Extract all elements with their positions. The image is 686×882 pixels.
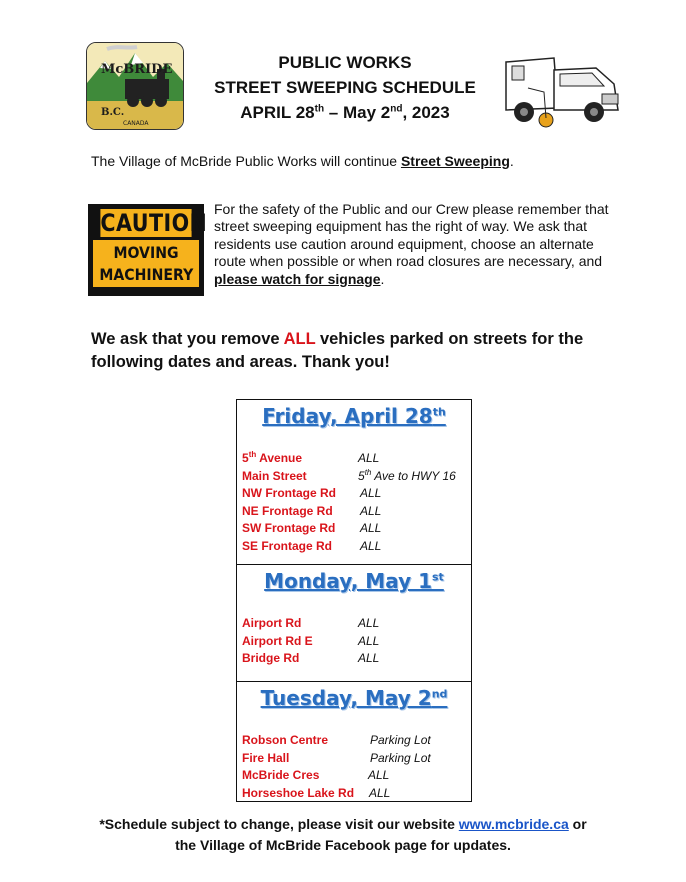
title-line-2: STREET SWEEPING SCHEDULE (214, 78, 476, 97)
footer-text: *Schedule subject to change, please visit our website (99, 816, 459, 832)
intro-text-lead: The Village of McBride Public Works will continue (91, 153, 401, 169)
logo-graphic (87, 43, 183, 129)
schedule-table (236, 399, 472, 802)
page-title (200, 50, 490, 125)
caution-title: CAUTION (100, 209, 208, 237)
caution-line-2: MACHINERY (99, 265, 194, 284)
request-tail: vehicles parked on streets for the following dates and areas. Thank you! (91, 330, 584, 371)
logo-country: CANADA (123, 120, 149, 127)
website-link[interactable]: www.mcbride.ca (458, 816, 569, 832)
table-row: SE Frontage Rd ALL (242, 538, 382, 553)
title-line-3 (200, 100, 490, 125)
day-title: Friday, April 28th (262, 404, 446, 428)
title-date-end-suffix: nd (390, 103, 403, 115)
day-title: Tuesday, May 2nd (260, 686, 448, 710)
safety-signage: please watch for signage (214, 270, 381, 287)
intro-text (91, 153, 514, 169)
day-title: Monday, May 1st (264, 569, 444, 593)
mcbride-logo (86, 42, 184, 130)
table-row: SW Frontage Rd ALL (242, 521, 382, 536)
table-row: Airport Rd E ALL (242, 633, 380, 648)
table-row: NE Frontage Rd ALL (242, 503, 382, 518)
title-date-start: APRIL 28 (240, 103, 315, 122)
table-row: Fire Hall Parking Lot (242, 750, 431, 765)
title-date-end: – May 2 (324, 103, 391, 122)
caution-line-1: MOVING (113, 243, 179, 262)
footer-text-or: or (568, 816, 587, 832)
schedule-day-tuesday (237, 682, 471, 801)
table-row: Airport Rd ALL (242, 616, 380, 630)
table-row: NW Frontage Rd ALL (242, 486, 382, 501)
logo-name: McBRIDE (101, 62, 173, 77)
safety-text: For the safety of the Public and our Crew please remember that street sweeping equipment has the right of way. We ask that residents use caution around equipment, choose an alternate route when possible or when road closures are necessary, and (214, 201, 609, 270)
table-row: Main Street 5th Ave to HWY 16 (242, 467, 456, 483)
schedule-day-friday (237, 400, 471, 565)
request-all-highlight: ALL (283, 330, 316, 348)
title-year: , 2023 (402, 103, 450, 122)
vehicle-removal-request (91, 328, 611, 374)
title-date-start-suffix: th (314, 103, 325, 115)
table-row: 5th Avenue ALL (242, 450, 380, 465)
footer-line-2: the Village of McBride Facebook page for updates. (175, 837, 511, 853)
table-row: McBride Cres ALL (242, 768, 390, 783)
intro-text-end: . (509, 153, 514, 169)
intro-street-sweeping: Street Sweeping (400, 153, 510, 169)
safety-paragraph (214, 201, 626, 288)
caution-message (93, 240, 199, 287)
table-row: Horseshoe Lake Rd ALL (242, 785, 391, 800)
safety-text-end: . (380, 270, 385, 287)
street-sweeper-icon (498, 48, 638, 130)
request-lead: We ask that you remove (91, 330, 284, 348)
footer-note (60, 814, 626, 856)
table-row: Robson Centre Parking Lot (242, 733, 431, 747)
logo-region: B.C. (101, 107, 125, 118)
schedule-day-monday (237, 565, 471, 682)
caution-sign (88, 204, 208, 296)
table-row: Bridge Rd ALL (242, 651, 380, 666)
title-line-1: PUBLIC WORKS (278, 53, 412, 72)
